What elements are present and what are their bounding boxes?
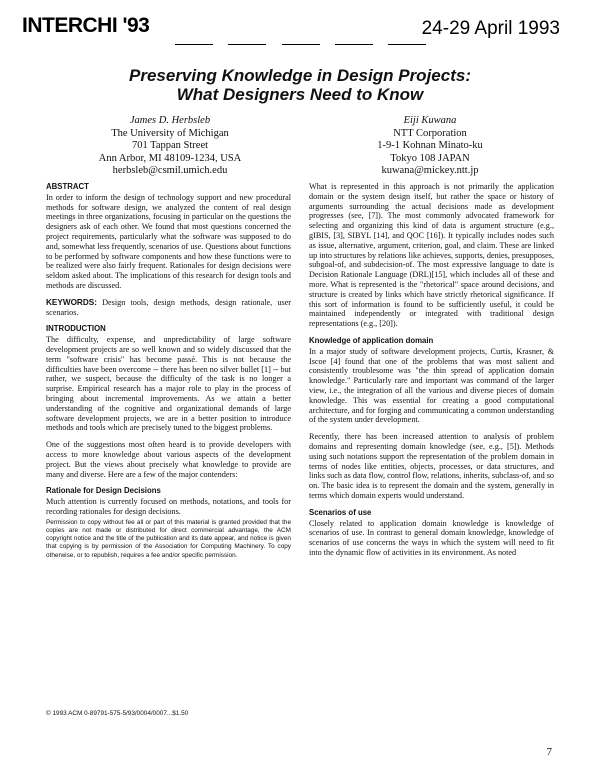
paper-title-line1: Preserving Knowledge in Design Projects: <box>129 66 471 85</box>
domain-heading: Knowledge of application domain <box>309 335 434 345</box>
keywords-text: Design tools, design methods, design rationale, user scenarios. <box>46 297 292 317</box>
author-affiliation: The University of Michigan <box>111 127 229 139</box>
keywords <box>46 298 291 318</box>
author-name: James D. Herbsleb <box>129 115 211 126</box>
permission-notice: Permission to copy without fee all or part of this material is granted provided that the copies are not made or distributed for direct commercial advantage, the ACM copyright notice and the title of the publication and its date appear, and notice is given that copying is by permission of the Association for Computing Machinery. To copy otherwise, or to republish, requires a fee and/or specific permission. <box>46 518 291 559</box>
domain-paragraph: Recently, there has been increased attention to analysis of problem domains and representing domain knowledge (see, e.g., [5]). Methods using such notations support the representation of the problem domain in terms of nodes like entities, objects, processes, or data structures, and links such as data flow, control flow, relations, inherits, subclass-of, and so on. The basic idea is to represent the domain and the system, generally in terms which domain experts would understand. <box>309 432 554 500</box>
rationale-heading: Rationale for Design Decisions <box>46 486 161 496</box>
introduction-heading: INTRODUCTION <box>46 324 106 334</box>
author-email: kuwana@mickey.ntt.jp <box>381 165 479 176</box>
header-rule <box>228 44 266 45</box>
author-affiliation: NTT Corporation <box>393 127 467 139</box>
left-column <box>46 182 291 567</box>
right-column <box>309 182 554 565</box>
keywords-label: KEYWORDS: <box>46 297 97 307</box>
scenarios-paragraph: Closely related to application domain knowledge is knowledge of scenarios of use. In contrast to general domain knowledge, knowledge of scenarios of use concerns the ways in which the system will need to fit into the dynamic flow of activities in its environment. As noted <box>309 518 554 557</box>
conference-dates: 24-29 April 1993 <box>421 18 560 39</box>
abstract-heading: ABSTRACT <box>46 182 89 191</box>
header-rule <box>175 44 213 45</box>
abstract-text: In order to inform the design of technology support and new procedural methods for software design, we analyzed the content of real design meetings in three organizations, focusing in particular on the questions the designers ask of each other. We found that most questions concerned the project requirements, particularly what the software was supposed to do and, somewhat less frequently, scenarios of use. Questions about functions to be performed by software components and how these functions were to be realized were also fairly frequent. Rationales for design decisions were seldom asked about. The implications of this research for design tools and methods are discussed. <box>46 192 291 290</box>
intro-paragraph: One of the suggestions most often heard is to provide developers with access to more knowledge about various aspects of the development project. But the views about precisely what knowledge to provide are many and diverse. Here are a few of the major contenders: <box>46 440 291 479</box>
header-rule <box>388 44 426 45</box>
rationale-paragraph-cont: What is represented in this approach is not primarily the application domain or the system design itself, but rather the space or history of arguments surrounding the actual decisions made as development progresses (see, [7]). The most commonly advocated framework for selecting and organizing this kind of data is argument structure (e.g., gIBIS, [3], SIBYL [14], and QOC [16]). It typically includes nodes such as issue, alternative, argument, criterion, goal, and claim. These are linked up into structures by relations like achieves, supports, denies, presupposes, subgoal-of, and subdecision-of. The most expressive language to date is Decision Rationale Language (DRL)[15], which includes all of these and more. What is represented is the "rhetorical" space around decisions, and structure is created by links which have strictly rhetorical significance. If this sort of information is found to be sufficiently useful, it could be maintained independently or integrated with traditional design representations (e.g., [20]). <box>309 182 554 329</box>
author-address: 1-9-1 Kohnan Minato-ku <box>377 140 483 151</box>
author-email: herbsleb@csmil.umich.edu <box>112 165 228 176</box>
header-rule <box>335 44 373 45</box>
header-rule <box>282 44 320 45</box>
rationale-paragraph: Much attention is currently focused on methods, notations, and tools for recording rationales for design decisions. <box>46 497 291 516</box>
author-name: Eiji Kuwana <box>403 115 457 126</box>
page-number: 7 <box>546 746 552 758</box>
paper-title-line2: What Designers Need to Know <box>176 85 424 104</box>
domain-paragraph: In a major study of software development projects, Curtis, Krasner, & Iscoe [4] found that one of the problems that was most salient and consistently troublesome was "the thin spread of application domain knowledge." Particularly rare and important was command of the larger view, i.e., the integration of all the various and diverse pieces of domain knowledge. This was essential for creating a good computational architecture, and for forging and communicating a common understanding of the system under development. <box>309 346 554 425</box>
author-block <box>80 115 260 178</box>
conference-logo: INTERCHI '93 <box>22 14 150 37</box>
scenarios-heading: Scenarios of use <box>309 507 372 517</box>
author-address: Ann Arbor, MI 48109-1234, USA <box>98 152 242 164</box>
copyright-line: © 1993 ACM 0-89791-575-5/93/0004/0007...$1.50 <box>46 710 189 717</box>
author-address: Tokyo 108 JAPAN <box>390 152 470 164</box>
author-block <box>340 115 520 178</box>
intro-paragraph: The difficulty, expense, and unpredictability of large software development projects are so well known and so widely discussed that the term "software crisis" has become passé. This is not because the difficulties have been overcome -- there has been no silver bullet [1] -- but rather, we suspect, because the difficulty of the task is no longer a surprise. Empirical research has a major role to play in the process of bringing about incremental improvements. As we attain a better understanding of the cognitive and organizational demands of large software development projects, we are in a better position to introduce methods and tools which are precisely tuned to the biggest problems. <box>46 335 291 433</box>
author-address: 701 Tappan Street <box>131 140 209 151</box>
